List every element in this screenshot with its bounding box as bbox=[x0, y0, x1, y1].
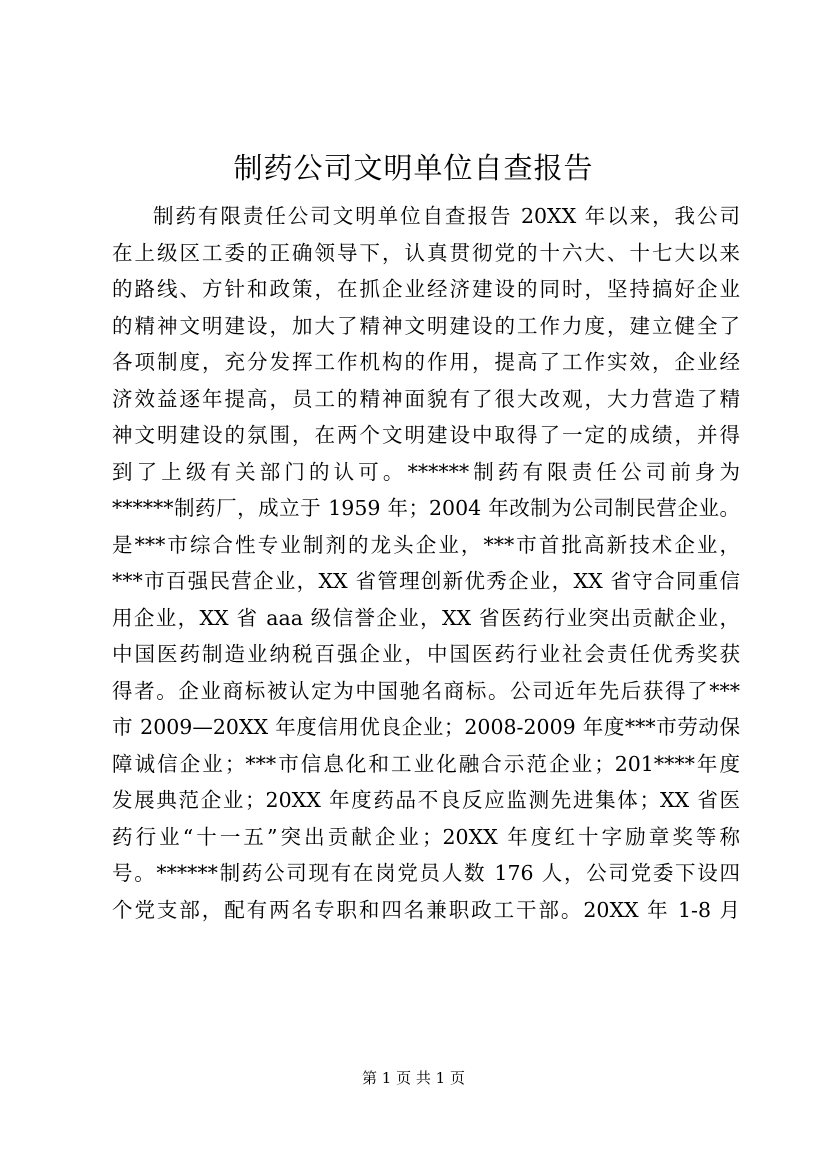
body-line: 用企业，XX 省 aaa 级信誉企业，XX 省医药行业突出贡献企业， bbox=[112, 605, 740, 630]
body-line: 得者。企业商标被认定为中国驰名商标。公司近年先后获得了*** bbox=[112, 678, 740, 703]
body-line: 制药有限责任公司文明单位自查报告 20XX 年以来，我公司 bbox=[153, 204, 740, 228]
page-number-footer: 第 1 页 共 1 页 bbox=[362, 1069, 465, 1087]
body-line: 中国医药制造业纳税百强企业，中国医药行业社会责任优秀奖获 bbox=[112, 642, 740, 666]
body-line: ***市百强民营企业，XX 省管理创新优秀企业，XX 省守合同重信 bbox=[112, 569, 740, 593]
body-line: 到了上级有关部门的认可。******制药有限责任公司前身为 bbox=[112, 459, 740, 484]
body-line: 是***市综合性专业制剂的龙头企业，***市首批高新技术企业， bbox=[112, 532, 740, 557]
body-line: 个党支部，配有两名专职和四名兼职政工干部。20XX 年 1-8 月 bbox=[112, 897, 740, 922]
body-line: 各项制度，充分发挥工作机构的作用，提高了工作实效，企业经 bbox=[112, 350, 740, 374]
body-line: 发展典范企业；20XX 年度药品不良反应监测先进集体；XX 省医 bbox=[112, 788, 740, 812]
body-line: 药行业“十一五”突出贡献企业；20XX 年度红十字励章奖等称 bbox=[112, 824, 740, 849]
body-line: 的精神文明建设，加大了精神文明建设的工作力度，建立健全了 bbox=[112, 313, 740, 338]
document-body bbox=[112, 198, 740, 928]
body-line: ******制药厂，成立于 1959 年；2004 年改制为公司制民营企业。 bbox=[112, 496, 740, 520]
body-line: 的路线、方针和政策，在抓企业经济建设的同时，坚持搞好企业 bbox=[112, 277, 740, 301]
body-line: 在上级区工委的正确领导下，认真贯彻党的十六大、十七大以来 bbox=[112, 240, 740, 265]
body-line: 号。******制药公司现有在岗党员人数 176 人，公司党委下设四 bbox=[112, 861, 740, 885]
body-line: 障诚信企业；***市信息化和工业化融合示范企业；201****年度 bbox=[112, 751, 740, 776]
document-title: 制药公司文明单位自查报告 bbox=[233, 151, 594, 185]
body-line: 神文明建设的氛围，在两个文明建设中取得了一定的成绩，并得 bbox=[112, 423, 740, 447]
body-line: 市 2009—20XX 年度信用优良企业；2008-2009 年度***市劳动保 bbox=[112, 715, 740, 739]
body-line: 济效益逐年提高，员工的精神面貌有了很大改观，大力营造了精 bbox=[112, 386, 740, 411]
